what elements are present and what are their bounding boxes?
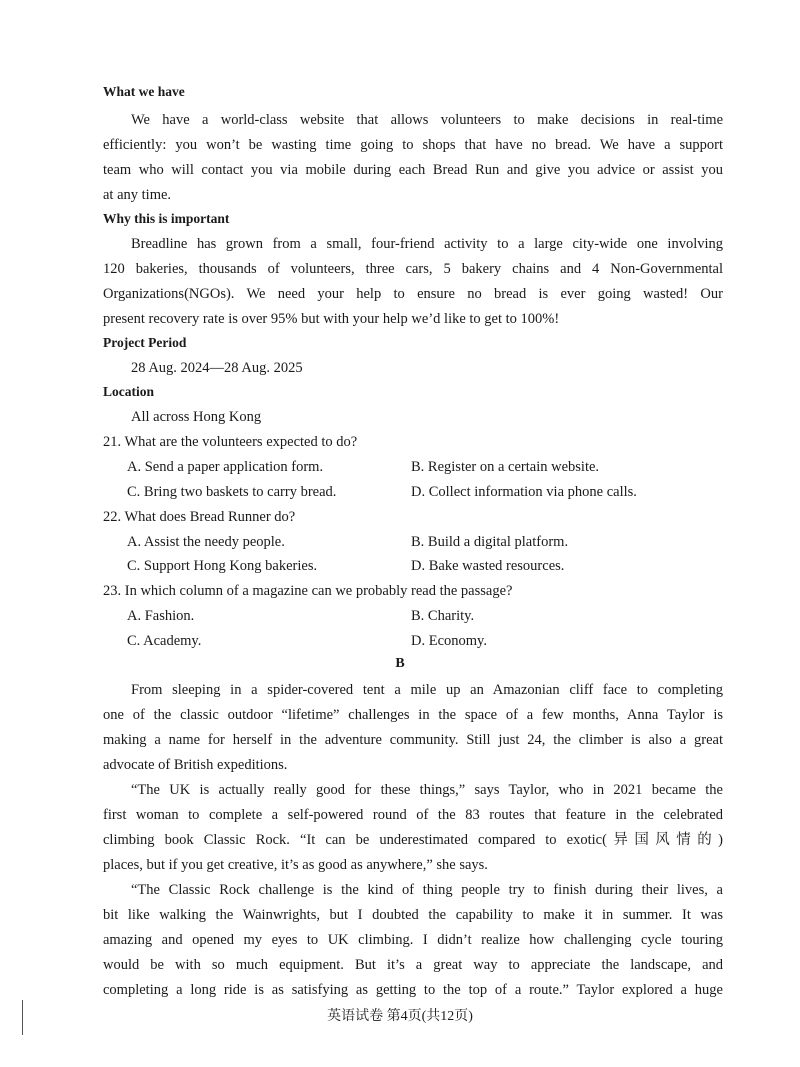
- paragraph-line: present recovery rate is over 95% but with your help we’d like to get to 100%!: [103, 311, 560, 327]
- paragraph-line: amazing and opened my eyes to UK climbing. I didn’t realize how challenging cycle touring: [103, 932, 723, 948]
- paragraph-line: first woman to complete a self-powered round of the 83 routes that feature in the celebrated: [103, 807, 723, 823]
- paragraph-line: efficiently: you won’t be wasting time going to shops that have no bread. We have a support: [103, 137, 723, 153]
- paragraph-line: Organizations(NGOs). We need your help to ensure no bread is ever going wasted! Our: [103, 286, 723, 302]
- paragraph-line: would be with so much equipment. But it’s a great way to appreciate the landscape, and: [103, 957, 723, 973]
- paragraph-line: making a name for herself in the adventure community. Still just 24, the climber is also a great: [103, 732, 723, 748]
- question-22-option-c: C. Support Hong Kong bakeries.: [127, 558, 318, 574]
- heading-project-period: Project Period: [103, 335, 187, 350]
- page-footer: 英语试卷 第4页(共12页): [327, 1009, 473, 1024]
- heading-why-important: Why this is important: [103, 211, 230, 226]
- paragraph-line: bit like walking the Wainwrights, but I doubted the capability to make it in summer. It was: [103, 907, 723, 923]
- question-23-option-b: B. Charity.: [411, 608, 475, 624]
- paragraph-line: 120 bakeries, thousands of volunteers, three cars, 5 bakery chains and 4 Non-Governmental: [103, 261, 723, 277]
- question-22-option-d: D. Bake wasted resources.: [411, 558, 565, 574]
- question-21-option-b: B. Register on a certain website.: [411, 459, 600, 475]
- question-23-option-d: D. Economy.: [411, 633, 487, 649]
- question-23-option-a: A. Fashion.: [127, 608, 195, 624]
- heading-what-we-have: What we have: [103, 84, 185, 99]
- question-22-stem: 22. What does Bread Runner do?: [103, 509, 296, 525]
- paragraph-line: climbing book Classic Rock. “It can be underestimated compared to exotic(异国风情的): [103, 832, 723, 848]
- question-22-option-b: B. Build a digital platform.: [411, 534, 569, 550]
- paragraph-line: From sleeping in a spider-covered tent a mile up an Amazonian cliff face to completing: [131, 682, 723, 698]
- paragraph-line: one of the classic outdoor “lifetime” challenges in the space of a few months, Anna Taylor is: [103, 707, 723, 723]
- paragraph-line: team who will contact you via mobile during each Bread Run and give you advice or assist you: [103, 162, 723, 178]
- question-21-option-c: C. Bring two baskets to carry bread.: [127, 484, 337, 500]
- location-value: All across Hong Kong: [131, 409, 262, 425]
- paragraph-line: completing a long ride is as satisfying as getting to the top of a route.” Taylor explored a huge: [103, 982, 723, 998]
- paragraph-line: “The Classic Rock challenge is the kind of thing people try to finish during their lives, a: [131, 882, 723, 898]
- paragraph-line: places, but if you get creative, it’s as good as anywhere,” she says.: [103, 857, 488, 873]
- question-21-stem: 21. What are the volunteers expected to do?: [103, 434, 358, 450]
- heading-location: Location: [103, 384, 155, 399]
- question-21-option-a: A. Send a paper application form.: [127, 459, 324, 475]
- question-23-stem: 23. In which column of a magazine can we probably read the passage?: [103, 583, 513, 599]
- paragraph-line: Breadline has grown from a small, four-friend activity to a large city-wide one involving: [131, 236, 723, 252]
- section-b-label: B: [395, 656, 405, 671]
- project-period-value: 28 Aug. 2024—28 Aug. 2025: [131, 360, 303, 376]
- paragraph-line: at any time.: [103, 187, 172, 203]
- paragraph-line: advocate of British expeditions.: [103, 757, 288, 773]
- question-22-option-a: A. Assist the needy people.: [127, 534, 285, 550]
- paragraph-line: “The UK is actually really good for these things,” says Taylor, who in 2021 became the: [131, 782, 723, 798]
- question-21-option-d: D. Collect information via phone calls.: [411, 484, 637, 500]
- question-23-option-c: C. Academy.: [127, 633, 202, 649]
- paragraph-line: We have a world-class website that allows volunteers to make decisions in real-time: [131, 112, 723, 128]
